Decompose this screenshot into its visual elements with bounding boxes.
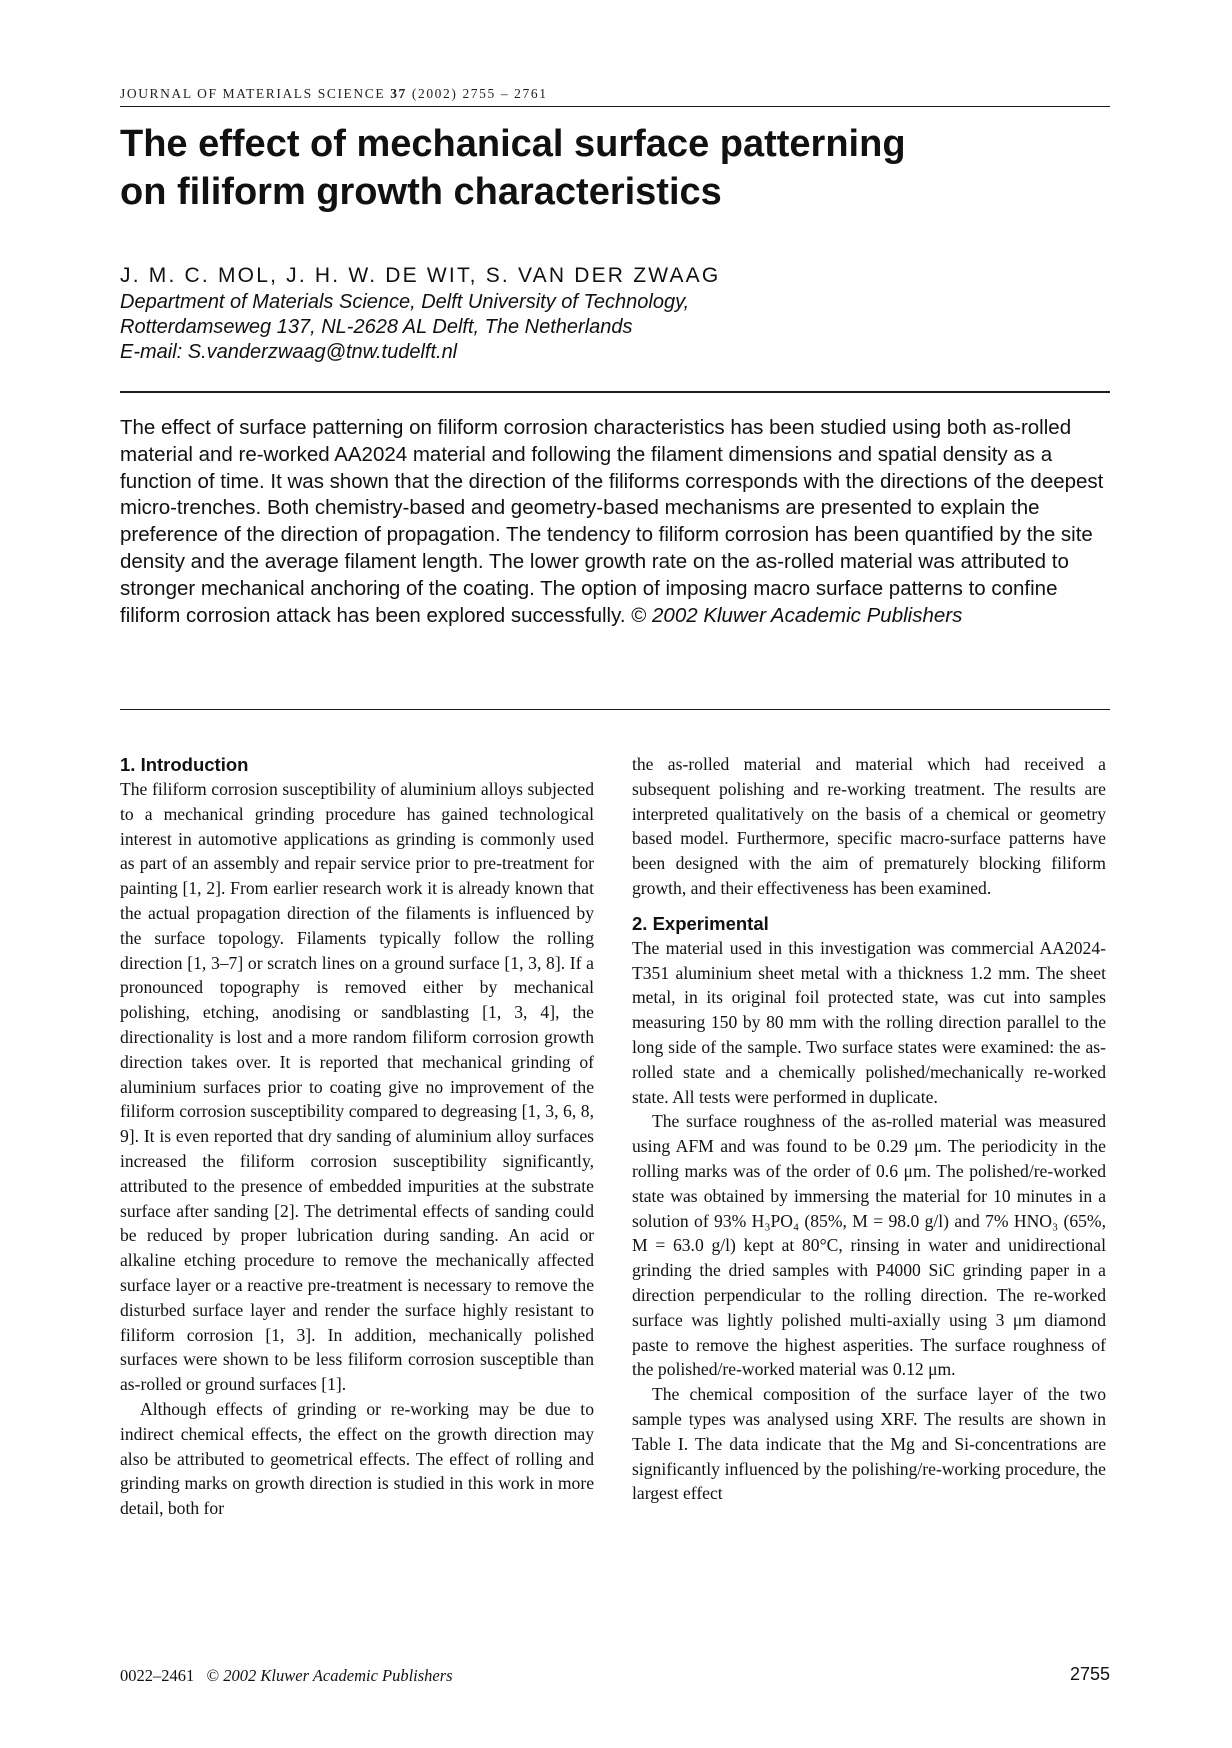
abstract (120, 415, 1110, 629)
paper-title (120, 120, 1110, 216)
copyright-icon: © (206, 1666, 220, 1685)
journal-volume: 37 (390, 86, 407, 101)
copyright-icon: © (631, 603, 647, 627)
section-heading-experimental: 2. Experimental (632, 912, 769, 934)
affiliation-email: E-mail: S.vanderzwaag@tnw.tudelft.nl (120, 341, 458, 363)
footer-issn (120, 1666, 453, 1686)
title-line-1: The effect of mechanical surface patterning (120, 123, 906, 165)
body-paragraph: the as-rolled material and material which had received a subsequent polishing and re-working treatment. The results are interpreted qualitatively on the basis of a chemical or geometry based model. Furthermore, specific macro-surface patterns have been designed with the aim of prematurely blocking filiform growth, and their effectiveness has been examined. (632, 754, 1106, 898)
abstract-bottom-rule (120, 709, 1110, 710)
page-number: 2755 (1069, 1664, 1110, 1684)
footer-publisher: 2002 Kluwer Academic Publishers (223, 1666, 453, 1685)
journal-year-pages: (2002) 2755 – 2761 (411, 86, 548, 101)
journal-name: JOURNAL OF MATERIALS SCIENCE (120, 86, 386, 101)
section-gap (632, 901, 1106, 911)
header-rule (120, 106, 1110, 107)
title-line-2: on filiform growth characteristics (120, 171, 722, 213)
author-list: J. M. C. MOL, J. H. W. DE WIT, S. VAN DER ZWAAG (120, 264, 721, 287)
body-paragraph: The surface roughness of the as-rolled material was measured using AFM and was found to be 0.29 μm. The periodicity in the rolling marks was of the order of 0.6 μm. The polished/re-worked state was obtained by immersing the material for 10 minutes in a solution of 93% H₃PO₄ (85%, M = 98.0 g/l) and 7% HNO₃ (65%, M = 63.0 g/l) kept at 80°C, rinsing in water and unidirectional grinding the dried samples with P4000 SiC grinding paper in a direction perpendicular to the rolling direction. The re-worked surface was lightly polished multi-axially using 3 μm diamond paste to remove the highest asperities. The surface roughness of the polished/re-worked material was 0.12 μm. (632, 1111, 1106, 1380)
affiliation-line-1: Department of Materials Science, Delft University of Technology, (120, 291, 690, 313)
left-column (120, 752, 594, 1521)
affiliation-line-2: Rotterdamseweg 137, NL-2628 AL Delft, The Netherlands (120, 316, 633, 338)
abstract-top-rule (120, 391, 1110, 393)
body-paragraph: The chemical composition of the surface layer of the two sample types was analysed using XRF. The results are shown in Table I. The data indicate that the Mg and Si-concentrations are significantly influenced by the polishing/re-working procedure, the largest effect (632, 1384, 1106, 1504)
body-paragraph: The material used in this investigation was commercial AA2024-T351 aluminium sheet metal with a thickness 1.2 mm. The sheet metal, in its original foil protected state, was cut into samples measuring 150 by 80 mm with the rolling direction parallel to the long side of the sample. Two surface states were examined: the as-rolled state and a chemically polished/mechanically re-worked state. All tests were performed in duplicate. (632, 937, 1106, 1107)
abstract-text: The effect of surface patterning on filiform corrosion characteristics has been studied using both as-rolled material and re-worked AA2024 material and following the filament dimensions and spatial density as a function of time. It was shown that the direction of the filiforms corresponds with the directions of the deepest micro-trenches. Both chemistry-based and geometry-based mechanisms are presented to explain the preference of the direction of propagation. The tendency to filiform corrosion has been quantified by the site density and the average filament length. The lower growth rate on the as-rolled material was attributed to stronger mechanical anchoring of the coating. The option of imposing macro surface patterns to confine filiform corrosion attack has been explored successfully. (120, 416, 1104, 627)
body-paragraph: The filiform corrosion susceptibility of aluminium alloys subjected to a mechanical grinding procedure has gained technological interest in automotive applications as grinding is commonly used as part of an assembly and repair service prior to pre-treatment for painting [1, 2]. From earlier research work it is already known that the actual propagation direction of the filaments is influenced by the surface topology. Filaments typically follow the rolling direction [1, 3–7] or scratch lines on a ground surface [1, 3, 8]. If a pronounced topography is removed either by mechanical polishing, etching, anodising or sandblasting [1, 3, 4], the directionality is lost and a more random filiform corrosion growth direction takes over. It is reported that mechanical grinding of aluminium surfaces prior to coating give no improvement of the filiform corrosion susceptibility compared to degreasing [1, 3, 6, 8, 9]. It is even reported that dry sanding of aluminium alloy surfaces increased the filiform corrosion susceptibility significantly, attributed to the presence of embedded impurities at the substrate surface after sanding [2]. The detrimental effects of sanding could be reduced by proper lubrication during sanding. An acid or alkaline etching procedure to remove the mechanically affected surface layer or a reactive pre-treatment is necessary to remove the disturbed surface layer and render the surface highly resistant to filiform corrosion [1, 3]. In addition, mechanically polished surfaces were shown to be less filiform corrosion susceptible than as-rolled or ground surfaces [1]. (120, 779, 594, 1395)
section-heading-introduction: 1. Introduction (120, 754, 249, 775)
right-column (632, 752, 1106, 1506)
body-paragraph: Although effects of grinding or re-working may be due to indirect chemical effects, the effect on the growth direction may also be attributed to geometrical effects. The effect of rolling and grinding marks on growth direction is studied in this work in more detail, both for (120, 1398, 594, 1519)
issn: 0022–2461 (120, 1666, 195, 1685)
journal-header (120, 86, 1110, 102)
abstract-publisher: 2002 Kluwer Academic Publishers (652, 603, 963, 627)
affiliation (120, 290, 1110, 365)
